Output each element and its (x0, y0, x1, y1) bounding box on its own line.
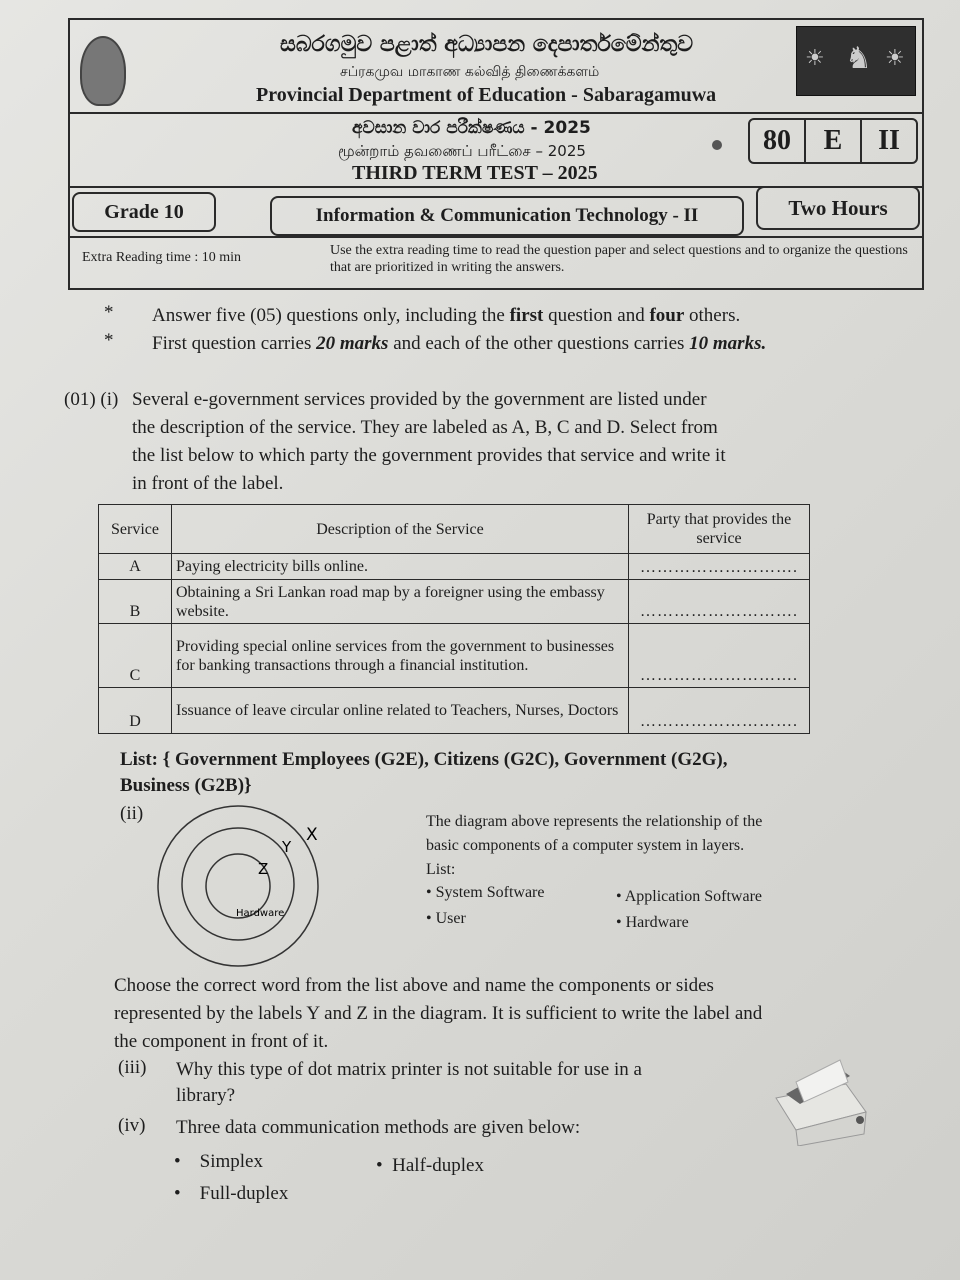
column-header-description: Description of the Service (172, 505, 629, 554)
q1-iii-line: library? (176, 1085, 236, 1106)
g2-list-line: List: { Government Employees (G2E), Citizens (G2C), Government (G2G), (120, 749, 728, 770)
exam-header (68, 18, 924, 290)
method-text: Simplex (199, 1151, 263, 1172)
instruction-bold: 10 marks. (689, 333, 767, 354)
part-label: (i) (100, 389, 119, 410)
tamil-department-title: சப்ரகமுவ மாகாண கல்வித் திணைக்களம் (340, 64, 600, 80)
instruction-text: and each of the other questions carries (388, 333, 690, 354)
label-hardware: Hardware (236, 908, 285, 919)
sun-icon: ☀ (885, 45, 905, 70)
diagram-description (426, 810, 762, 882)
layers-diagram (150, 800, 340, 972)
instruction-1 (152, 302, 740, 330)
sinhala-test-title: අවසාන වාර පරීක්ෂණය - 2025 (352, 118, 591, 138)
e-government-services-table (98, 504, 810, 734)
description-line: The diagram above represents the relationship of the (426, 813, 763, 830)
extra-reading-note: Use the extra reading time to read the question paper and select questions and to organize the questions that are prioritized in writing the answers. (330, 243, 908, 275)
q1-i-line: the description of the service. They are labeled as A, B, C and D. Select from (132, 417, 718, 438)
service-description: Issuance of leave circular online related to Teachers, Nurses, Doctors (172, 688, 629, 734)
party-answer-blank[interactable]: ………………………. (629, 624, 810, 688)
component-list (426, 880, 544, 932)
list-item: • Hardware (616, 914, 689, 931)
list-item: • Application Software (616, 888, 763, 905)
header-test-row (70, 112, 922, 188)
table-row (99, 580, 810, 624)
method-text: Half-duplex (392, 1155, 484, 1176)
service-label: C (99, 624, 172, 688)
party-answer-blank[interactable]: ………………………. (629, 554, 810, 580)
instruction-2 (152, 330, 766, 358)
sinhala-department-title: සබරගමුව පළාත් අධ්‍යාපන දෙපාර්තමේන්තුව (280, 32, 694, 57)
english-department-title: Provincial Department of Education - Sabaragamuwa (256, 84, 717, 106)
instruction-bold: first (509, 305, 544, 326)
table-row (99, 624, 810, 688)
english-test-title: THIRD TERM TEST – 2025 (352, 162, 598, 184)
part-label: (iii) (118, 1057, 147, 1078)
column-header-party: Party that provides the service (629, 505, 810, 554)
component-list (616, 884, 762, 936)
q1-iv-text: Three data communication methods are given below: (176, 1117, 581, 1138)
question-number (64, 386, 118, 414)
paper-code-number: 80 (750, 120, 806, 162)
mark-dot (712, 140, 722, 150)
sri-lanka-emblem-icon (80, 36, 126, 106)
method-text: Full-duplex (199, 1183, 289, 1204)
method-item: • Simplex (174, 1151, 263, 1172)
paper-code-part: II (878, 125, 900, 156)
label-y: Y (282, 838, 292, 856)
list-item-text: Hardware (625, 914, 689, 931)
list-item-text: Application Software (624, 888, 763, 905)
list-item-text: System Software (435, 884, 545, 901)
q1-ii-question (114, 972, 762, 1056)
sun-icon: ☀ (805, 45, 825, 70)
subject-label: Information & Communication Technology - II (270, 196, 744, 236)
table-row (99, 688, 810, 734)
instruction-bold: 20 marks (316, 333, 389, 354)
paper-code-box (748, 118, 918, 164)
service-label: D (99, 688, 172, 734)
service-label: A (99, 554, 172, 580)
header-department-row (70, 20, 922, 114)
q1-i-line: the list below to which party the government provides that service and write it (132, 445, 726, 466)
lion-icon: ♞ (845, 42, 872, 75)
dot-matrix-printer-icon (756, 1054, 868, 1146)
instruction-text: question and (543, 305, 650, 326)
provincial-flag-icon (796, 26, 916, 96)
list-item-text: User (435, 910, 466, 927)
extra-reading-time: Extra Reading time : 10 min (82, 250, 242, 265)
tamil-test-title: மூன்றாம் தவணைப் பரீட்சை – 2025 (338, 142, 586, 160)
instruction-text: First question carries (152, 333, 317, 354)
party-answer-blank[interactable]: ………………………. (629, 580, 810, 624)
service-description: Paying electricity bills online. (172, 554, 629, 580)
duration-label: Two Hours (756, 186, 920, 230)
paper-code-medium: E (806, 120, 862, 162)
middle-layer-circle (182, 828, 294, 940)
q1-i-line: Several e-government services provided by the government are listed under (132, 389, 707, 410)
instruction-bold: four (649, 305, 685, 326)
question-line: represented by the labels Y and Z in the diagram. It is sufficient to write the label and (114, 1003, 763, 1024)
header-reading-row (70, 236, 922, 288)
part-label: (ii) (120, 803, 144, 824)
g2-list-line: Business (G2B)} (120, 775, 252, 796)
question-number-label: (01) (64, 389, 96, 410)
service-description: Obtaining a Sri Lankan road map by a foreigner using the embassy website. (172, 580, 629, 624)
grade-label: Grade 10 (72, 192, 216, 232)
service-description: Providing special online services from the government to businesses for banking transactions through a financial institution. (172, 624, 629, 688)
service-label: B (99, 580, 172, 624)
question-line: Choose the correct word from the list above and name the components or sides (114, 975, 714, 996)
party-answer-blank[interactable]: ………………………. (629, 688, 810, 734)
part-label: (iv) (118, 1115, 146, 1136)
list-item: • System Software (426, 884, 545, 901)
q1-i-line: in front of the label. (132, 473, 284, 494)
list-title: List: (426, 861, 456, 878)
column-header-service: Service (99, 505, 172, 554)
instruction-marker: * (104, 302, 114, 323)
description-line: basic components of a computer system in layers. (426, 837, 745, 854)
method-item: • Half-duplex (376, 1155, 484, 1176)
table-header-row (99, 505, 810, 554)
question-line: the component in front of it. (114, 1031, 329, 1052)
instruction-text: Answer five (05) questions only, including the (152, 305, 510, 326)
list-item: • User (426, 910, 466, 927)
label-z: Z (258, 860, 269, 878)
instruction-text: others. (684, 305, 741, 326)
table-row (99, 554, 810, 580)
header-subject-row (70, 186, 922, 238)
method-item: • Full-duplex (174, 1183, 289, 1204)
instruction-marker: * (104, 330, 114, 351)
label-x: X (306, 825, 318, 845)
q1-iii-line: Why this type of dot matrix printer is not suitable for use in a (176, 1059, 642, 1080)
